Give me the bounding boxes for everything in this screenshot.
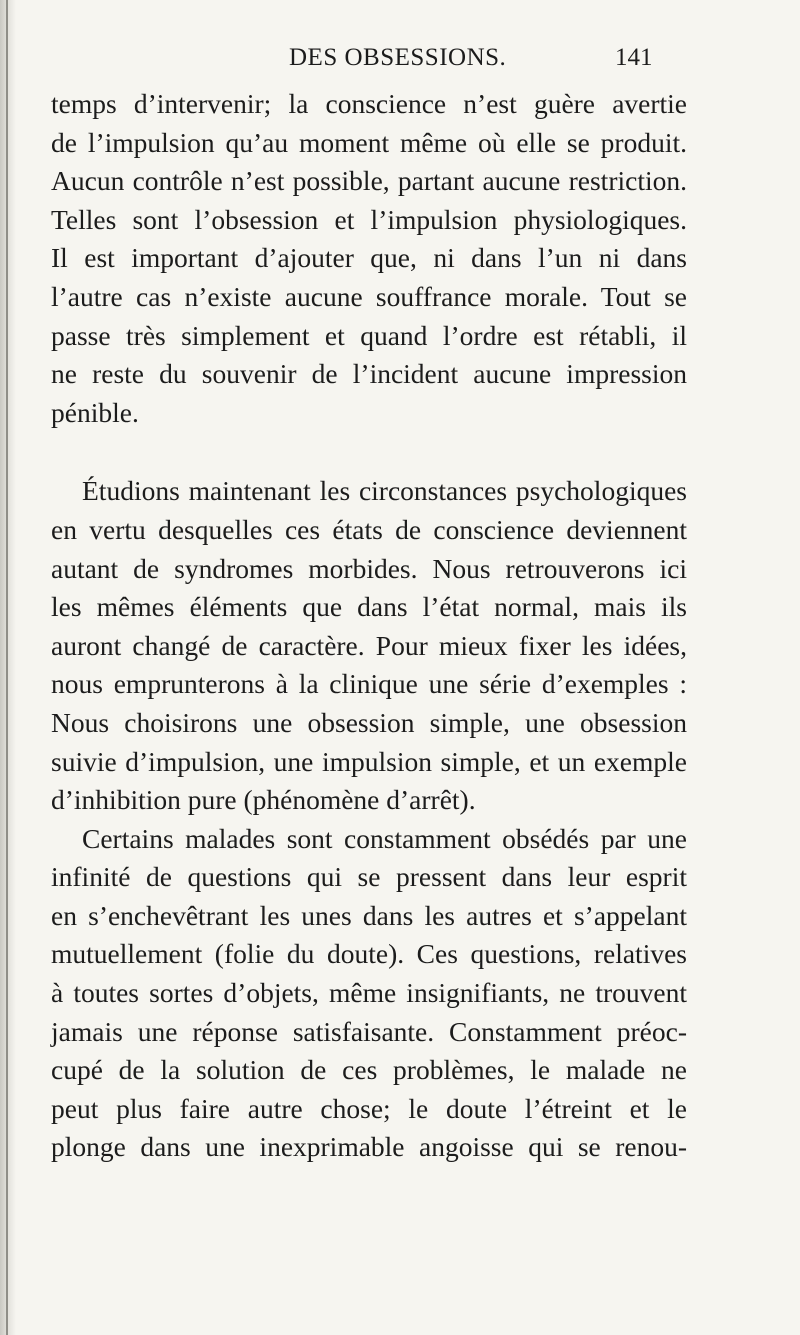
text-line: mutuellement (folie du doute). Ces questions, relatives bbox=[51, 938, 687, 970]
text-line: pénible. bbox=[51, 396, 139, 428]
running-title: DES OBSESSIONS. bbox=[289, 44, 507, 71]
text-line: Aucun contrôle n’est possible, partant aucune restriction. bbox=[51, 165, 687, 197]
text-line: ne reste du souvenir de l’incident aucune impression bbox=[51, 358, 687, 390]
text-line: en vertu desquelles ces états de conscience deviennent bbox=[51, 513, 687, 545]
text-line: nous emprunterons à la clinique une série d’exemples : bbox=[51, 668, 687, 700]
binding-line bbox=[6, 0, 8, 1335]
text-line: peut plus faire autre chose; le doute l’étreint et le bbox=[51, 1092, 687, 1124]
text-line: l’autre cas n’existe aucune souffrance morale. Tout se bbox=[51, 280, 687, 312]
text-line: en s’enchevêtrant les unes dans les autres et s’appelant bbox=[51, 899, 687, 931]
paragraph-3 bbox=[51, 820, 687, 1167]
text-line: plonge dans une inexprimable angoisse qui se renou- bbox=[51, 1131, 687, 1163]
paragraph-2 bbox=[51, 472, 687, 819]
text-line: d’inhibition pure (phénomène d’arrêt). bbox=[51, 784, 476, 816]
text-line: jamais une réponse satisfaisante. Constamment préoc- bbox=[51, 1015, 687, 1047]
text-line: Certains malades sont constamment obsédés par une bbox=[82, 822, 687, 854]
text-line: Étudions maintenant les circonstances psychologiques bbox=[82, 475, 687, 507]
text-line: les mêmes éléments que dans l’état normal, mais ils bbox=[51, 591, 687, 623]
page-header bbox=[0, 44, 800, 78]
text-line: Telles sont l’obsession et l’impulsion physiologiques. bbox=[51, 203, 687, 235]
page-edge bbox=[0, 0, 16, 1335]
text-line: autant de syndromes morbides. Nous retrouverons ici bbox=[51, 552, 687, 584]
text-line: Nous choisirons une obsession simple, une obsession bbox=[51, 706, 687, 738]
paragraph-gap bbox=[51, 432, 687, 472]
paragraph-1 bbox=[51, 85, 687, 432]
text-line: suivie d’impulsion, une impulsion simple, et un exemple bbox=[51, 745, 687, 777]
text-line: Il est important d’ajouter que, ni dans l’un ni dans bbox=[51, 242, 687, 274]
text-line: de l’impulsion qu’au moment même où elle se produit. bbox=[51, 126, 687, 158]
text-line: infinité de questions qui se pressent dans leur esprit bbox=[51, 861, 687, 893]
text-line: auront changé de caractère. Pour mieux fixer les idées, bbox=[51, 629, 687, 661]
text-line: à toutes sortes d’objets, même insignifiants, ne trouvent bbox=[51, 977, 687, 1009]
text-line: temps d’intervenir; la conscience n’est guère avertie bbox=[51, 88, 687, 119]
text-line: cupé de la solution de ces problèmes, le malade ne bbox=[51, 1054, 687, 1086]
text-line: passe très simplement et quand l’ordre est rétabli, il bbox=[51, 319, 687, 351]
page-number: 141 bbox=[615, 44, 653, 71]
body-text bbox=[51, 85, 687, 1167]
